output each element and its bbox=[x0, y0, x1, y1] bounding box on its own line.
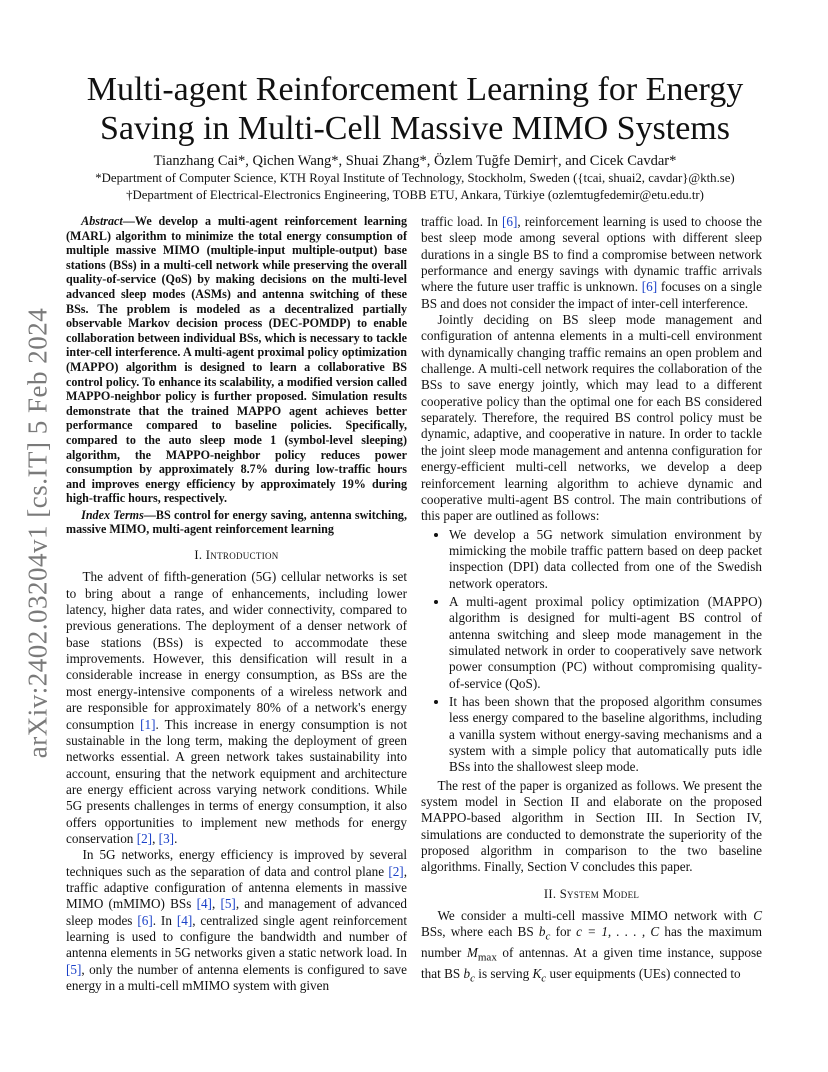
arxiv-identifier: arXiv:2402.03204v1 [cs.IT] 5 Feb 2024 bbox=[22, 307, 53, 759]
citation-link[interactable]: [6] bbox=[137, 912, 153, 928]
citation-link[interactable]: [5] bbox=[220, 896, 236, 912]
paragraph-text: , only the number of antenna elements is configured to save energy in a multi-cell mMIMO system with given bbox=[66, 961, 407, 993]
math-subscript: c bbox=[545, 931, 551, 944]
intro-paragraph-2 bbox=[66, 847, 407, 994]
related-work-paragraph bbox=[421, 214, 762, 312]
paragraph-text: , and management of advanced sleep modes bbox=[66, 896, 408, 928]
math-symbol: b bbox=[538, 924, 546, 940]
index-terms-text: —BS control for energy saving, antenna switching, massive MIMO, multi-agent reinforcement learning bbox=[66, 507, 407, 537]
citation-link[interactable]: [6] bbox=[641, 279, 658, 295]
math-subscript: c bbox=[541, 973, 547, 986]
motivation-paragraph: Jointly deciding on BS sleep mode management and configuration of antenna elements in a multi-cell environment with dynamically changing traffic remains an open problem and challenge. A multi-cell network requires the collaboration of the BSs to save energy jointly, which may lead to a different cooperative policy than the optimal one for each BS considered separately. Therefore, the required BS control policy must be dynamic, adaptive, and cooperative in nature. In order to tackle the joint sleep mode management and antenna configuration for energy-efficient multi-cell networks, we develop a deep reinforcement learning algorithm to achieve dynamic and cooperative multi-agent BS control. The main contributions of this paper are outlined as follows: bbox=[421, 312, 762, 524]
index-terms bbox=[66, 508, 407, 537]
paragraph-text: , centralized single agent reinforcement learning is used to configure the bandwidth and number of antenna elements in 5G networks given a static network load. In bbox=[66, 912, 407, 961]
paragraph-text: , reinforcement learning is used to choose the best sleep mode among several options with different sleep durations in a single BS to find a compromise between network performance and energy savings with dynamic traffic arrivals where the future user traffic is unknown. bbox=[421, 214, 762, 295]
contributions-list bbox=[421, 527, 762, 776]
left-column bbox=[66, 214, 407, 994]
paragraph-text: In 5G networks, energy efficiency is improved by several techniques such as the separation of data and control plane bbox=[66, 847, 407, 879]
paragraph-text: for bbox=[550, 924, 577, 940]
affiliation-kth: *Department of Computer Science, KTH Royal Institute of Technology, Stockholm, Sweden ({tcai, shuai2, cavdar}@kth.se) bbox=[95, 171, 735, 185]
citation-link[interactable]: [3] bbox=[158, 830, 175, 846]
citation-link[interactable]: [6] bbox=[502, 214, 518, 229]
paragraph-text: , traffic adaptive configuration of antenna elements in massive MIMO (mMIMO) BSs bbox=[66, 863, 407, 912]
math-subscript: max bbox=[477, 952, 497, 965]
organization-paragraph: The rest of the paper is organized as follows. We present the system model in Section II and elaborate on the proposed MAPPO-based algorithm in Section III. In Section IV, simulations are conducted to demonstrate the superiority of the proposed algorithm in comparison to the two baseline algorithms. Finally, Section V concludes this paper. bbox=[421, 777, 762, 875]
citation-link[interactable]: [5] bbox=[66, 961, 82, 977]
paragraph-text: traffic load. In bbox=[421, 214, 503, 229]
arxiv-stamp bbox=[18, 306, 58, 760]
math-symbol: C bbox=[753, 908, 762, 924]
math-subscript: c bbox=[470, 973, 475, 986]
affiliation-tobb: †Department of Electrical-Electronics Engineering, TOBB ETU, Ankara, Türkiye (ozlemtugfedemir@etu.edu.tr) bbox=[126, 188, 704, 202]
paragraph-text: is serving bbox=[474, 966, 533, 982]
section-heading-introduction: I. Introduction bbox=[194, 548, 279, 563]
citation-link[interactable]: [2] bbox=[136, 830, 153, 846]
math-symbol: b bbox=[463, 966, 471, 982]
citation-link[interactable]: [2] bbox=[388, 863, 404, 879]
paragraph-text: BSs, where each BS bbox=[421, 924, 539, 940]
citation-link[interactable]: [4] bbox=[196, 896, 212, 912]
paragraph-text: . bbox=[174, 830, 178, 846]
paragraph-text: focuses on a single BS and does not consider the impact of inter-cell interference. bbox=[421, 279, 763, 311]
math-symbol: K bbox=[532, 966, 542, 982]
paragraph-text: . This increase in energy consumption is not sustainable in the long term, making the deployment of green networks essential. A green network takes sustainability into account, ensuring that the network equipment and architecture are energy efficient across varying network conditions. While 5G presents challenges in terms of energy consumption, it also offers opportunities to implement new methods for energy conservation bbox=[66, 716, 407, 846]
contribution-item: • We develop a 5G network simulation environment by mimicking the mobile traffic pattern based on deep packet inspection (DPI) data collected from one of the Swedish network operators. bbox=[449, 527, 762, 592]
index-terms-label: Index Terms bbox=[81, 507, 144, 522]
system-model-paragraph bbox=[421, 908, 762, 987]
citation-separator: , bbox=[211, 896, 221, 912]
abstract-text: —We develop a multi-agent reinforcement learning (MARL) algorithm to minimize the total energy consumption of multiple massive MIMO (multiple-input multiple-output) base stations (BSs) in a multi-cell network while preserving the overall quality-of-service (QoS) by making decisions on the multi-level advanced sleep modes (ASMs) and antenna switching of these BSs. The problem is modeled as a decentralized partially observable Markov decision process (DEC-POMDP) to enable collaboration between individual BSs, which is necessary to tackle inter-cell interference. A multi-agent proximal policy optimization (MAPPO) algorithm is designed to learn a collaborative BS control policy. To enhance its scalability, a modified version called MAPPO-neighbor policy is further proposed. Simulation results demonstrate that the trained MAPPO agent achieves better performance compared to baseline policies. Specifically, compared to the auto sleep mode 1 (symbol-level sleeping) algorithm, the MAPPO-neighbor policy reduces power consumption by approximately 8.7% during low-traffic hours and improves energy efficiency by approximately 19% during high-traffic hours, respectively. bbox=[66, 214, 407, 506]
title-line-1: Multi-agent Reinforcement Learning for Energy bbox=[86, 71, 744, 108]
math-symbol: M bbox=[466, 945, 478, 961]
contribution-item: • It has been shown that the proposed algorithm consumes less energy compared to the baseline algorithms, including a vanilla system without energy-saving mechanisms and a system with a simple policy that automatically puts idle BSs into the shallowest sleep mode. bbox=[449, 694, 762, 776]
paragraph-text: of antennas. At a given time instance, suppose that BS bbox=[421, 945, 762, 982]
math-expression: c = 1, . . . , C bbox=[576, 924, 660, 940]
abstract-label: Abstract bbox=[81, 214, 123, 228]
abstract bbox=[66, 214, 407, 506]
intro-paragraph-1 bbox=[66, 569, 407, 847]
citation-separator: , bbox=[152, 830, 159, 846]
right-column bbox=[421, 214, 762, 987]
paragraph-text: user equipments (UEs) connected to bbox=[546, 966, 741, 982]
title-line-2: Saving in Multi-Cell Massive MIMO Systems bbox=[100, 110, 730, 147]
section-heading-system-model: II. System Model bbox=[543, 886, 640, 901]
citation-link[interactable]: [1] bbox=[140, 716, 156, 732]
paragraph-text: The advent of fifth-generation (5G) cellular networks is set to bring about a range of enhancements, including lower latency, higher data rates, and wider connectivity, compared to previous generations. The deployment of a denser network of base stations (BSs) is expected to accommodate these improvements. However, this densification will result in a considerable increase in energy consumption, as BSs are the most energy-intensive components of a wireless network and are responsible for approximately 80% of a network's energy consumption bbox=[66, 569, 407, 732]
paragraph-text: . In bbox=[152, 912, 177, 928]
paper-title bbox=[70, 70, 760, 148]
paragraph-text: has the maximum number bbox=[421, 924, 762, 961]
author-list: Tianzhang Cai*, Qichen Wang*, Shuai Zhang*, Özlem Tuğfe Demir†, and Cicek Cavdar* bbox=[153, 153, 677, 169]
paragraph-text: We consider a multi-cell massive MIMO network with bbox=[437, 908, 754, 924]
contribution-item: • A multi-agent proximal policy optimization (MAPPO) algorithm is designed for multi-agent BS control of antenna switching and sleep mode management in the simulated network in order to cooperatively save network power consumption (PC) without compromising quality-of-service (QoS). bbox=[449, 594, 762, 692]
citation-link[interactable]: [4] bbox=[176, 912, 193, 928]
